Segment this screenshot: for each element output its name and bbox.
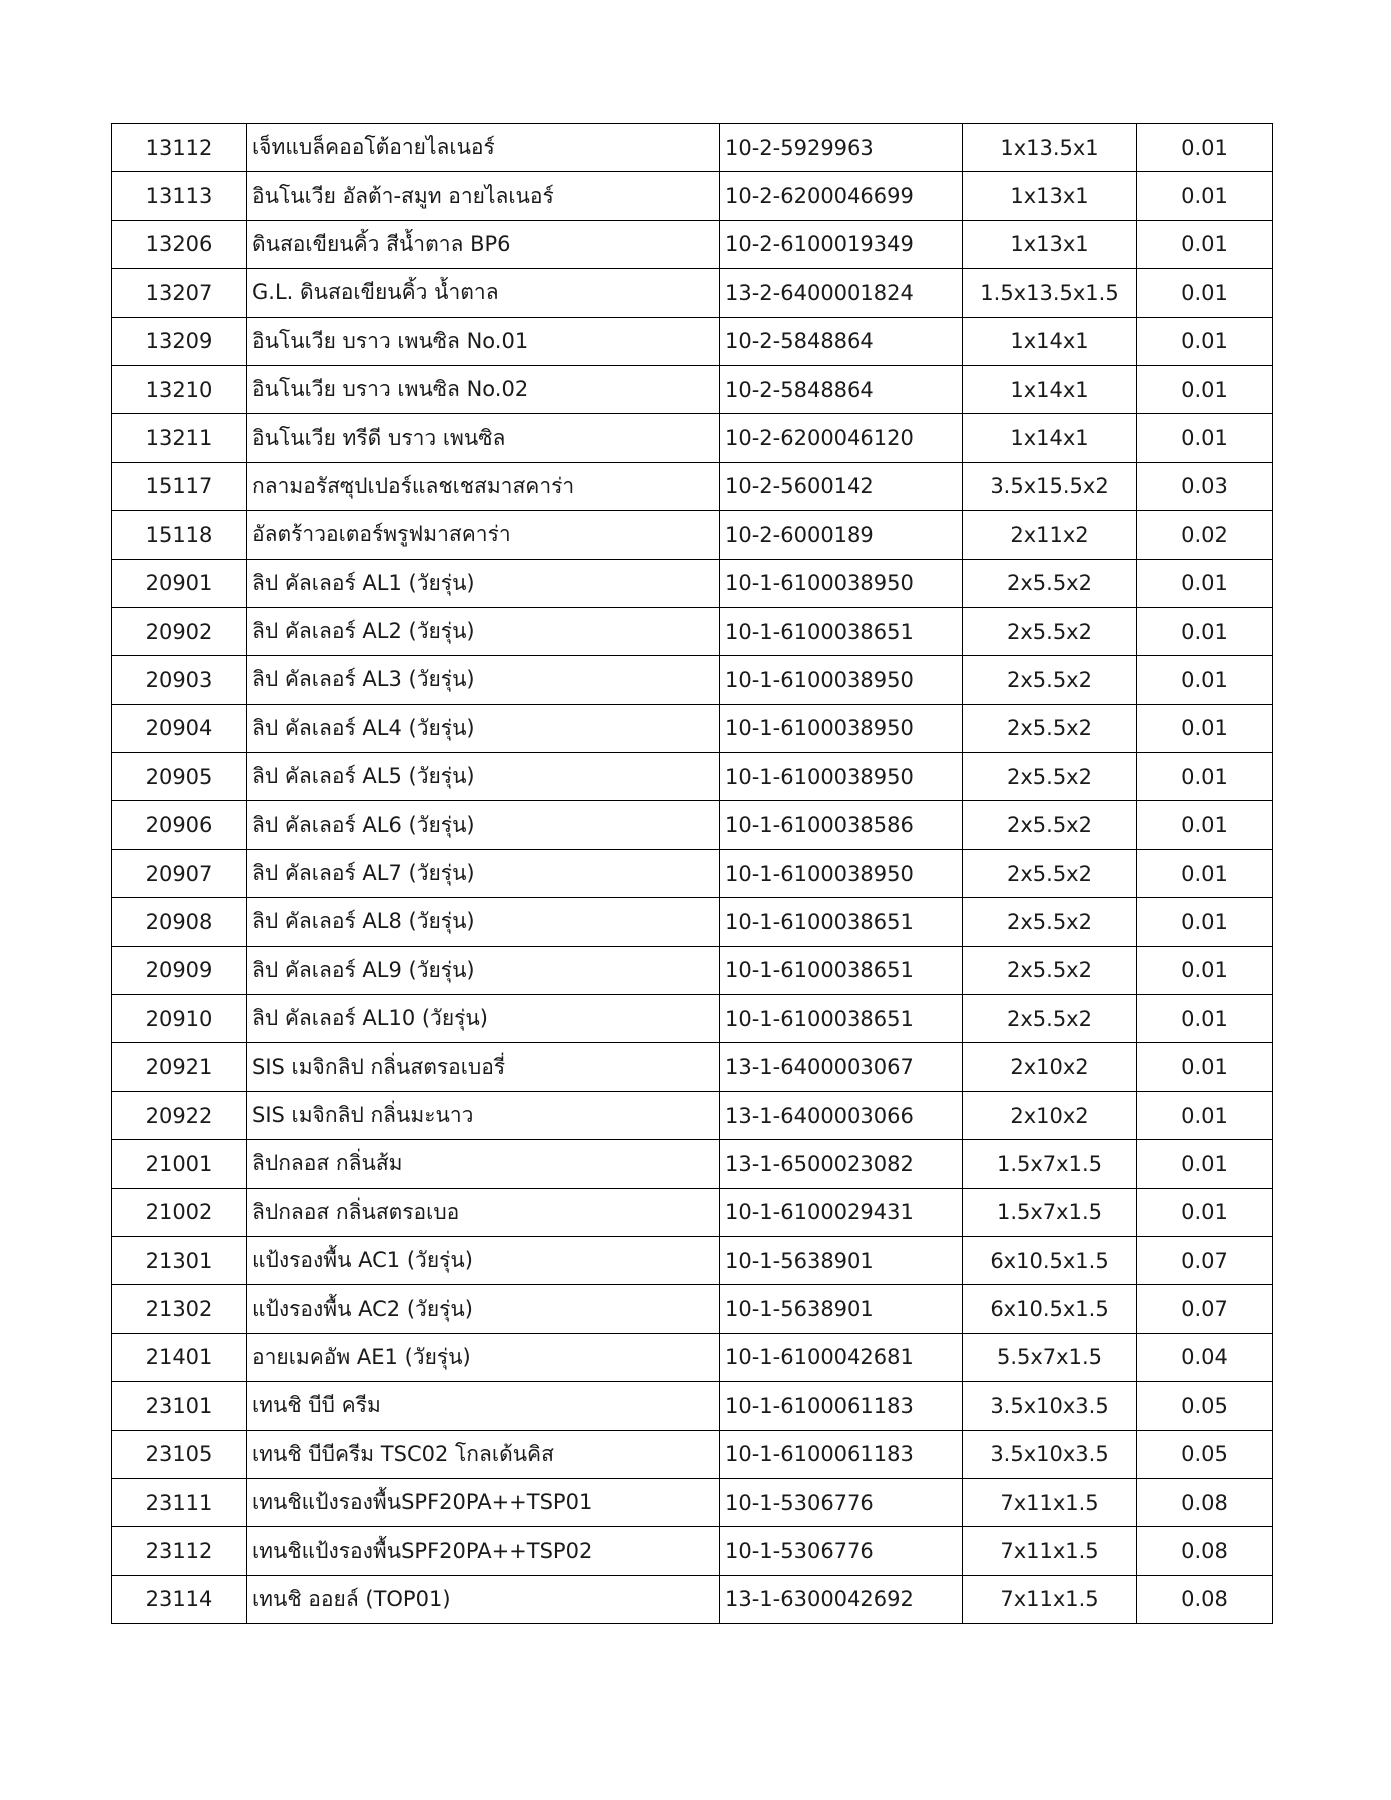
product-code-cell: 21001 xyxy=(112,1140,247,1188)
product-code-cell: 21401 xyxy=(112,1333,247,1381)
weight-cell: 0.01 xyxy=(1137,1043,1273,1091)
dimensions-cell: 1x14x1 xyxy=(963,414,1137,462)
product-code-cell: 15118 xyxy=(112,511,247,559)
product-table xyxy=(111,123,1273,1624)
dimensions-cell: 1x13x1 xyxy=(963,220,1137,268)
weight-cell: 0.04 xyxy=(1137,1333,1273,1381)
product-name-cell: เทนชิ บีบี ครีม xyxy=(247,1382,720,1430)
weight-cell: 0.01 xyxy=(1137,1188,1273,1236)
product-code-cell: 13206 xyxy=(112,220,247,268)
weight-cell: 0.01 xyxy=(1137,269,1273,317)
table-row xyxy=(112,511,1273,559)
table-row xyxy=(112,1430,1273,1478)
table-row xyxy=(112,1333,1273,1381)
product-name-cell: ลิป คัลเลอร์ AL5 (วัยรุ่น) xyxy=(247,753,720,801)
dimensions-cell: 2x5.5x2 xyxy=(963,559,1137,607)
registration-number-cell: 10-1-6100038950 xyxy=(720,656,963,704)
product-code-cell: 13211 xyxy=(112,414,247,462)
weight-cell: 0.01 xyxy=(1137,414,1273,462)
registration-number-cell: 10-1-6100038651 xyxy=(720,946,963,994)
registration-number-cell: 10-1-5638901 xyxy=(720,1285,963,1333)
registration-number-cell: 10-1-6100038950 xyxy=(720,559,963,607)
product-name-cell: ลิป คัลเลอร์ AL4 (วัยรุ่น) xyxy=(247,704,720,752)
dimensions-cell: 2x5.5x2 xyxy=(963,801,1137,849)
dimensions-cell: 2x11x2 xyxy=(963,511,1137,559)
product-name-cell: ลิปกลอส กลิ่นส้ม xyxy=(247,1140,720,1188)
dimensions-cell: 2x5.5x2 xyxy=(963,849,1137,897)
registration-number-cell: 10-1-6100038651 xyxy=(720,995,963,1043)
table-row xyxy=(112,1188,1273,1236)
registration-number-cell: 10-2-5600142 xyxy=(720,462,963,510)
weight-cell: 0.01 xyxy=(1137,801,1273,849)
product-code-cell: 23111 xyxy=(112,1478,247,1526)
weight-cell: 0.07 xyxy=(1137,1285,1273,1333)
registration-number-cell: 10-2-6200046120 xyxy=(720,414,963,462)
table-row xyxy=(112,607,1273,655)
weight-cell: 0.07 xyxy=(1137,1236,1273,1284)
dimensions-cell: 1.5x13.5x1.5 xyxy=(963,269,1137,317)
product-code-cell: 21302 xyxy=(112,1285,247,1333)
registration-number-cell: 10-1-5638901 xyxy=(720,1236,963,1284)
dimensions-cell: 1x13.5x1 xyxy=(963,124,1137,172)
weight-cell: 0.01 xyxy=(1137,995,1273,1043)
product-name-cell: ลิป คัลเลอร์ AL8 (วัยรุ่น) xyxy=(247,898,720,946)
dimensions-cell: 6x10.5x1.5 xyxy=(963,1285,1137,1333)
weight-cell: 0.01 xyxy=(1137,898,1273,946)
table-row xyxy=(112,414,1273,462)
product-name-cell: ดินสอเขียนคิ้ว สีน้ำตาล BP6 xyxy=(247,220,720,268)
product-code-cell: 21002 xyxy=(112,1188,247,1236)
registration-number-cell: 13-1-6300042692 xyxy=(720,1575,963,1623)
weight-cell: 0.01 xyxy=(1137,1140,1273,1188)
table-row xyxy=(112,1478,1273,1526)
table-row xyxy=(112,801,1273,849)
table-row xyxy=(112,704,1273,752)
table-row xyxy=(112,220,1273,268)
product-name-cell: กลามอรัสซุปเปอร์แลชเชสมาสคาร่า xyxy=(247,462,720,510)
table-row xyxy=(112,1285,1273,1333)
product-code-cell: 13112 xyxy=(112,124,247,172)
weight-cell: 0.08 xyxy=(1137,1478,1273,1526)
dimensions-cell: 2x5.5x2 xyxy=(963,946,1137,994)
product-name-cell: อินโนเวีย อัลต้า-สมูท อายไลเนอร์ xyxy=(247,172,720,220)
product-name-cell: เทนชิ บีบีครีม TSC02 โกลเด้นคิส xyxy=(247,1430,720,1478)
table-row xyxy=(112,462,1273,510)
product-name-cell: อายเมคอัพ AE1 (วัยรุ่น) xyxy=(247,1333,720,1381)
weight-cell: 0.01 xyxy=(1137,172,1273,220)
weight-cell: 0.01 xyxy=(1137,559,1273,607)
product-name-cell: ลิป คัลเลอร์ AL7 (วัยรุ่น) xyxy=(247,849,720,897)
weight-cell: 0.01 xyxy=(1137,317,1273,365)
registration-number-cell: 10-1-6100042681 xyxy=(720,1333,963,1381)
dimensions-cell: 2x5.5x2 xyxy=(963,607,1137,655)
dimensions-cell: 1x14x1 xyxy=(963,317,1137,365)
product-name-cell: SIS เมจิกลิป กลิ่นสตรอเบอรี่ xyxy=(247,1043,720,1091)
table-row xyxy=(112,1527,1273,1575)
weight-cell: 0.01 xyxy=(1137,753,1273,801)
product-code-cell: 20908 xyxy=(112,898,247,946)
weight-cell: 0.08 xyxy=(1137,1575,1273,1623)
dimensions-cell: 7x11x1.5 xyxy=(963,1478,1137,1526)
registration-number-cell: 10-1-6100038950 xyxy=(720,704,963,752)
product-table-page xyxy=(111,123,1272,1624)
product-name-cell: เจ็ทแบล็คออโต้อายไลเนอร์ xyxy=(247,124,720,172)
product-name-cell: อินโนเวีย บราว เพนซิล No.01 xyxy=(247,317,720,365)
table-row xyxy=(112,898,1273,946)
product-name-cell: เทนชิแป้งรองพื้นSPF20PA++TSP01 xyxy=(247,1478,720,1526)
product-code-cell: 20909 xyxy=(112,946,247,994)
registration-number-cell: 10-1-5306776 xyxy=(720,1478,963,1526)
table-row xyxy=(112,1140,1273,1188)
registration-number-cell: 10-2-5848864 xyxy=(720,365,963,413)
dimensions-cell: 6x10.5x1.5 xyxy=(963,1236,1137,1284)
weight-cell: 0.01 xyxy=(1137,849,1273,897)
product-code-cell: 20907 xyxy=(112,849,247,897)
product-name-cell: ลิป คัลเลอร์ AL6 (วัยรุ่น) xyxy=(247,801,720,849)
product-name-cell: ลิป คัลเลอร์ AL3 (วัยรุ่น) xyxy=(247,656,720,704)
product-code-cell: 23105 xyxy=(112,1430,247,1478)
table-row xyxy=(112,317,1273,365)
product-code-cell: 20910 xyxy=(112,995,247,1043)
table-row xyxy=(112,1382,1273,1430)
registration-number-cell: 13-1-6400003066 xyxy=(720,1091,963,1139)
weight-cell: 0.01 xyxy=(1137,656,1273,704)
dimensions-cell: 3.5x15.5x2 xyxy=(963,462,1137,510)
product-code-cell: 13113 xyxy=(112,172,247,220)
dimensions-cell: 2x5.5x2 xyxy=(963,656,1137,704)
table-row xyxy=(112,559,1273,607)
product-name-cell: อินโนเวีย ทรีดี บราว เพนซิล xyxy=(247,414,720,462)
product-name-cell: เทนชิ ออยล์ (TOP01) xyxy=(247,1575,720,1623)
weight-cell: 0.08 xyxy=(1137,1527,1273,1575)
product-code-cell: 21301 xyxy=(112,1236,247,1284)
weight-cell: 0.01 xyxy=(1137,220,1273,268)
product-name-cell: ลิป คัลเลอร์ AL1 (วัยรุ่น) xyxy=(247,559,720,607)
registration-number-cell: 13-2-6400001824 xyxy=(720,269,963,317)
product-code-cell: 20901 xyxy=(112,559,247,607)
weight-cell: 0.02 xyxy=(1137,511,1273,559)
table-row xyxy=(112,1236,1273,1284)
dimensions-cell: 2x5.5x2 xyxy=(963,704,1137,752)
product-code-cell: 23114 xyxy=(112,1575,247,1623)
registration-number-cell: 10-1-5306776 xyxy=(720,1527,963,1575)
weight-cell: 0.01 xyxy=(1137,124,1273,172)
dimensions-cell: 2x5.5x2 xyxy=(963,898,1137,946)
product-name-cell: SIS เมจิกลิป กลิ่นมะนาว xyxy=(247,1091,720,1139)
table-row xyxy=(112,269,1273,317)
table-row xyxy=(112,849,1273,897)
registration-number-cell: 13-1-6500023082 xyxy=(720,1140,963,1188)
product-name-cell: ลิปกลอส กลิ่นสตรอเบอ xyxy=(247,1188,720,1236)
dimensions-cell: 2x10x2 xyxy=(963,1043,1137,1091)
product-name-cell: อัลตร้าวอเตอร์พรูฟมาสคาร่า xyxy=(247,511,720,559)
registration-number-cell: 10-1-6100038651 xyxy=(720,898,963,946)
table-row xyxy=(112,995,1273,1043)
dimensions-cell: 3.5x10x3.5 xyxy=(963,1430,1137,1478)
product-code-cell: 23101 xyxy=(112,1382,247,1430)
weight-cell: 0.01 xyxy=(1137,607,1273,655)
product-code-cell: 20906 xyxy=(112,801,247,849)
dimensions-cell: 3.5x10x3.5 xyxy=(963,1382,1137,1430)
dimensions-cell: 1x13x1 xyxy=(963,172,1137,220)
table-row xyxy=(112,1575,1273,1623)
weight-cell: 0.05 xyxy=(1137,1430,1273,1478)
registration-number-cell: 10-1-6100038651 xyxy=(720,607,963,655)
table-row xyxy=(112,1043,1273,1091)
product-code-cell: 20902 xyxy=(112,607,247,655)
product-code-cell: 20922 xyxy=(112,1091,247,1139)
registration-number-cell: 10-2-5929963 xyxy=(720,124,963,172)
table-row xyxy=(112,124,1273,172)
weight-cell: 0.05 xyxy=(1137,1382,1273,1430)
product-code-cell: 13209 xyxy=(112,317,247,365)
registration-number-cell: 10-2-6100019349 xyxy=(720,220,963,268)
product-name-cell: แป้งรองพื้น AC2 (วัยรุ่น) xyxy=(247,1285,720,1333)
registration-number-cell: 10-1-6100038586 xyxy=(720,801,963,849)
dimensions-cell: 5.5x7x1.5 xyxy=(963,1333,1137,1381)
product-code-cell: 13207 xyxy=(112,269,247,317)
product-name-cell: อินโนเวีย บราว เพนซิล No.02 xyxy=(247,365,720,413)
product-code-cell: 23112 xyxy=(112,1527,247,1575)
product-code-cell: 15117 xyxy=(112,462,247,510)
table-row xyxy=(112,753,1273,801)
product-code-cell: 20903 xyxy=(112,656,247,704)
table-row xyxy=(112,656,1273,704)
table-row xyxy=(112,1091,1273,1139)
product-code-cell: 20904 xyxy=(112,704,247,752)
registration-number-cell: 10-1-6100061183 xyxy=(720,1430,963,1478)
registration-number-cell: 10-1-6100038950 xyxy=(720,753,963,801)
dimensions-cell: 2x5.5x2 xyxy=(963,753,1137,801)
registration-number-cell: 10-2-6200046699 xyxy=(720,172,963,220)
table-row xyxy=(112,365,1273,413)
dimensions-cell: 2x10x2 xyxy=(963,1091,1137,1139)
registration-number-cell: 10-1-6100038950 xyxy=(720,849,963,897)
registration-number-cell: 10-1-6100029431 xyxy=(720,1188,963,1236)
dimensions-cell: 1.5x7x1.5 xyxy=(963,1188,1137,1236)
dimensions-cell: 1.5x7x1.5 xyxy=(963,1140,1137,1188)
product-code-cell: 13210 xyxy=(112,365,247,413)
weight-cell: 0.03 xyxy=(1137,462,1273,510)
product-name-cell: ลิป คัลเลอร์ AL2 (วัยรุ่น) xyxy=(247,607,720,655)
product-table-body xyxy=(112,124,1273,1624)
registration-number-cell: 13-1-6400003067 xyxy=(720,1043,963,1091)
weight-cell: 0.01 xyxy=(1137,1091,1273,1139)
registration-number-cell: 10-2-5848864 xyxy=(720,317,963,365)
dimensions-cell: 7x11x1.5 xyxy=(963,1575,1137,1623)
product-name-cell: G.L. ดินสอเขียนคิ้ว น้ำตาล xyxy=(247,269,720,317)
dimensions-cell: 1x14x1 xyxy=(963,365,1137,413)
product-name-cell: ลิป คัลเลอร์ AL9 (วัยรุ่น) xyxy=(247,946,720,994)
table-row xyxy=(112,172,1273,220)
registration-number-cell: 10-1-6100061183 xyxy=(720,1382,963,1430)
product-name-cell: เทนชิแป้งรองพื้นSPF20PA++TSP02 xyxy=(247,1527,720,1575)
table-row xyxy=(112,946,1273,994)
weight-cell: 0.01 xyxy=(1137,946,1273,994)
dimensions-cell: 7x11x1.5 xyxy=(963,1527,1137,1575)
product-name-cell: แป้งรองพื้น AC1 (วัยรุ่น) xyxy=(247,1236,720,1284)
dimensions-cell: 2x5.5x2 xyxy=(963,995,1137,1043)
product-code-cell: 20921 xyxy=(112,1043,247,1091)
weight-cell: 0.01 xyxy=(1137,365,1273,413)
weight-cell: 0.01 xyxy=(1137,704,1273,752)
product-code-cell: 20905 xyxy=(112,753,247,801)
product-name-cell: ลิป คัลเลอร์ AL10 (วัยรุ่น) xyxy=(247,995,720,1043)
registration-number-cell: 10-2-6000189 xyxy=(720,511,963,559)
